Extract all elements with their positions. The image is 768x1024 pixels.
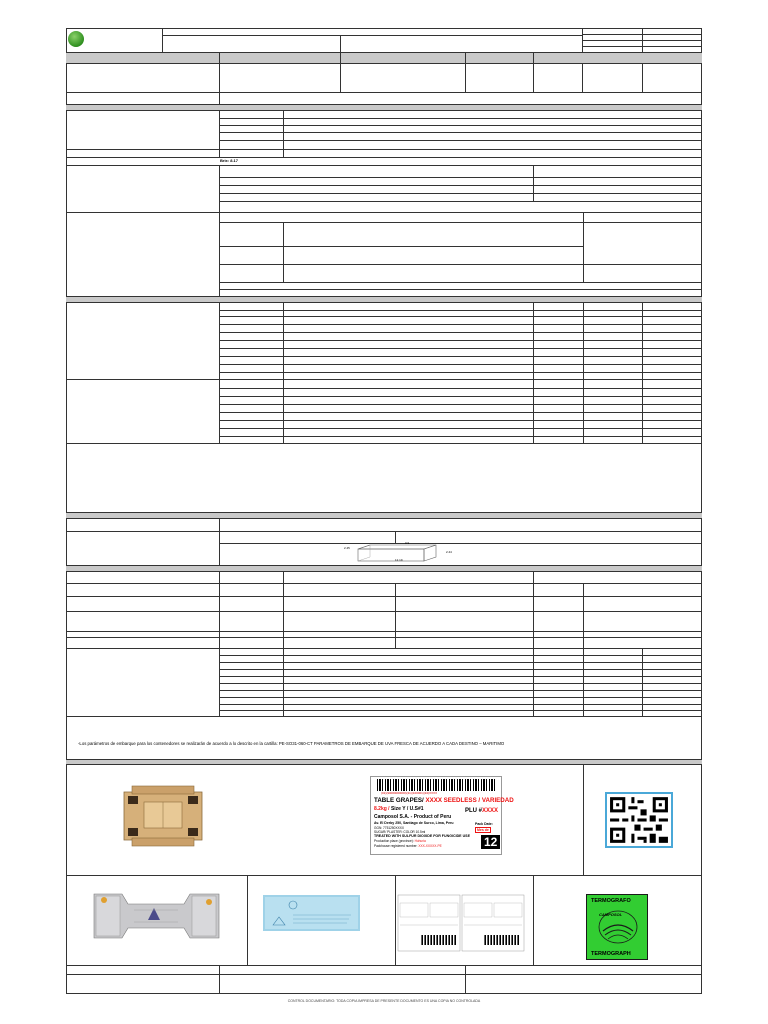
packing-box-image (118, 782, 208, 850)
table-row-line (219, 348, 702, 349)
table-row-line (219, 710, 702, 711)
brix-value: Brix: 8.17 (220, 158, 239, 163)
divider (395, 875, 396, 965)
table-row-line (219, 396, 702, 397)
label-title (374, 797, 514, 804)
divider (66, 379, 702, 380)
divider (219, 140, 702, 141)
table-row-line (219, 676, 702, 677)
divider (66, 875, 702, 876)
label-box-number: 12 (481, 835, 500, 849)
label-title-black: TABLE GRAPES/ (374, 797, 426, 804)
divider (219, 125, 702, 126)
table-row-line (219, 428, 702, 429)
label-weight (374, 806, 424, 812)
divider (583, 212, 584, 282)
divider (162, 28, 163, 52)
table-row-line (219, 662, 702, 663)
table-row-line (219, 420, 702, 421)
diagram-width: 2.45 (344, 546, 350, 550)
label-company: Camposol S.A. - Product of Peru (374, 814, 452, 820)
footer-note: CONTROL DOCUMENTARIO: TODA COPIA IMPRESA DE PRESENTE DOCUMENTO ES UNA COPIA NO CONTROLADA (287, 999, 481, 1003)
table-row-line (219, 704, 702, 705)
label-title-red: XXXX SEEDLESS / VARIEDAD (425, 797, 514, 804)
divider (66, 165, 702, 166)
divider (66, 531, 702, 532)
divider (247, 875, 248, 965)
label-packhouse (374, 844, 442, 848)
divider (66, 631, 702, 632)
table-row-line (219, 356, 702, 357)
divider (219, 52, 220, 92)
table-row-line (219, 388, 702, 389)
divider (583, 583, 584, 648)
column-header-band (66, 52, 702, 64)
divider (533, 52, 534, 92)
label-size: Size Y / U.S#1 (390, 806, 424, 812)
table-row-line (219, 436, 702, 437)
table-row-line (219, 655, 702, 656)
divider (219, 519, 220, 565)
thermograph-image (586, 894, 648, 960)
table-row-line (219, 412, 702, 413)
divider (219, 289, 702, 290)
divider (533, 165, 534, 201)
divider (642, 648, 643, 716)
divider (219, 264, 702, 265)
thermograph-brand: CAMPOSOL (599, 912, 623, 917)
section-band (66, 296, 702, 303)
divider (340, 52, 341, 92)
camposol-logo-icon (68, 31, 84, 47)
section-band (66, 759, 702, 765)
divider (219, 282, 702, 283)
divider (582, 34, 702, 35)
diagram-r: 0.9 (405, 541, 410, 545)
divider (219, 246, 583, 247)
divider (66, 637, 702, 638)
divider (219, 543, 702, 544)
divider (219, 572, 220, 716)
table-row-line (219, 404, 702, 405)
divider (465, 52, 466, 92)
label-weight-red: 8.2kg / (374, 806, 391, 812)
box-label-image (370, 776, 514, 855)
divider (66, 443, 702, 444)
divider (465, 965, 466, 994)
label-treated: TREATED WITH SULFUR DIOXIDE FOR FUNGICIDE USE (374, 834, 470, 838)
label-production (374, 839, 426, 843)
section-band (66, 512, 702, 519)
divider (162, 35, 582, 36)
table-row-line (219, 332, 702, 333)
divider (219, 185, 702, 186)
label-barcode-text: (01)(90000000000)(11)(100001)(10)XXXX (381, 791, 438, 795)
divider (219, 222, 702, 223)
table-row-line (219, 669, 702, 670)
divider (583, 765, 584, 875)
divider (66, 716, 702, 717)
label-plu-text: PLU # (465, 808, 483, 814)
label-production-text: Production place (province): (374, 839, 414, 843)
divider (395, 583, 396, 648)
divider (340, 35, 341, 52)
divider (66, 212, 702, 213)
blue-bag-image (263, 895, 360, 931)
divider (533, 875, 534, 965)
diagram-depth: 12.19 (395, 558, 403, 562)
label-pack-date-red: Mes de (477, 828, 489, 832)
divider (219, 118, 702, 119)
label-codes: SUGAR/ PLASTER: COLOR 10.5ml (374, 830, 426, 834)
barcode-icon (377, 779, 495, 791)
carton-diecut-image (94, 890, 219, 942)
thermograph-top: TERMOGRAFO (591, 898, 631, 904)
divider (219, 177, 702, 178)
table-row-line (219, 340, 702, 341)
pallet-labels-image (398, 895, 528, 951)
divider (533, 572, 534, 716)
qr-code-icon (605, 792, 673, 848)
divider (219, 212, 220, 296)
table-row-line (219, 372, 702, 373)
section-band (66, 104, 702, 111)
section-band (66, 565, 702, 572)
label-packhouse-red: XXX-XXXXX-PE (418, 844, 442, 848)
divider (219, 193, 702, 194)
parameters-note: -Los parámetros de embarque para los contenedores se realizarán de acuerdo a lo descrito en la cartilla: PE-SO31-060-CT PARAMETROS DE EMBARQUE DE UVA FRESCA DE ACUERDO A CADA DESTINO – MARITIMO (78, 741, 505, 746)
table-row-line (219, 690, 702, 691)
label-production-red: Huhuria (414, 839, 426, 843)
divider (66, 149, 702, 150)
divider (582, 40, 702, 41)
table-row-line (219, 310, 702, 311)
divider (219, 132, 702, 133)
divider (219, 201, 702, 202)
label-pack-date: Pack Date: (475, 822, 493, 826)
divider (66, 583, 702, 584)
divider (66, 596, 702, 597)
divider (219, 92, 220, 104)
table-row-line (219, 324, 702, 325)
divider (66, 157, 702, 158)
table-row-line (219, 316, 702, 317)
label-packhouse-text: Packhouse registered number: (374, 844, 418, 848)
label-ggn: GGN: 7751250XXXX (374, 826, 404, 830)
diagram-height: 2.44 (446, 550, 452, 554)
label-address: Av. El Derby 250, Santiago de Surco, Lima, Peru (374, 821, 454, 825)
divider (66, 974, 702, 975)
thermograph-bottom: TERMOGRAPH (591, 951, 631, 957)
label-plu-red: XXXX (482, 808, 499, 814)
table-row-line (219, 364, 702, 365)
divider (582, 46, 702, 47)
divider (219, 165, 220, 212)
divider (66, 92, 702, 93)
divider (283, 222, 284, 282)
divider (583, 648, 584, 716)
table-row-line (219, 683, 702, 684)
divider (66, 611, 702, 612)
divider (283, 572, 284, 716)
table-row-line (219, 697, 702, 698)
divider (219, 965, 220, 994)
label-plu (465, 808, 498, 814)
divider (66, 648, 702, 649)
divider (66, 965, 702, 966)
